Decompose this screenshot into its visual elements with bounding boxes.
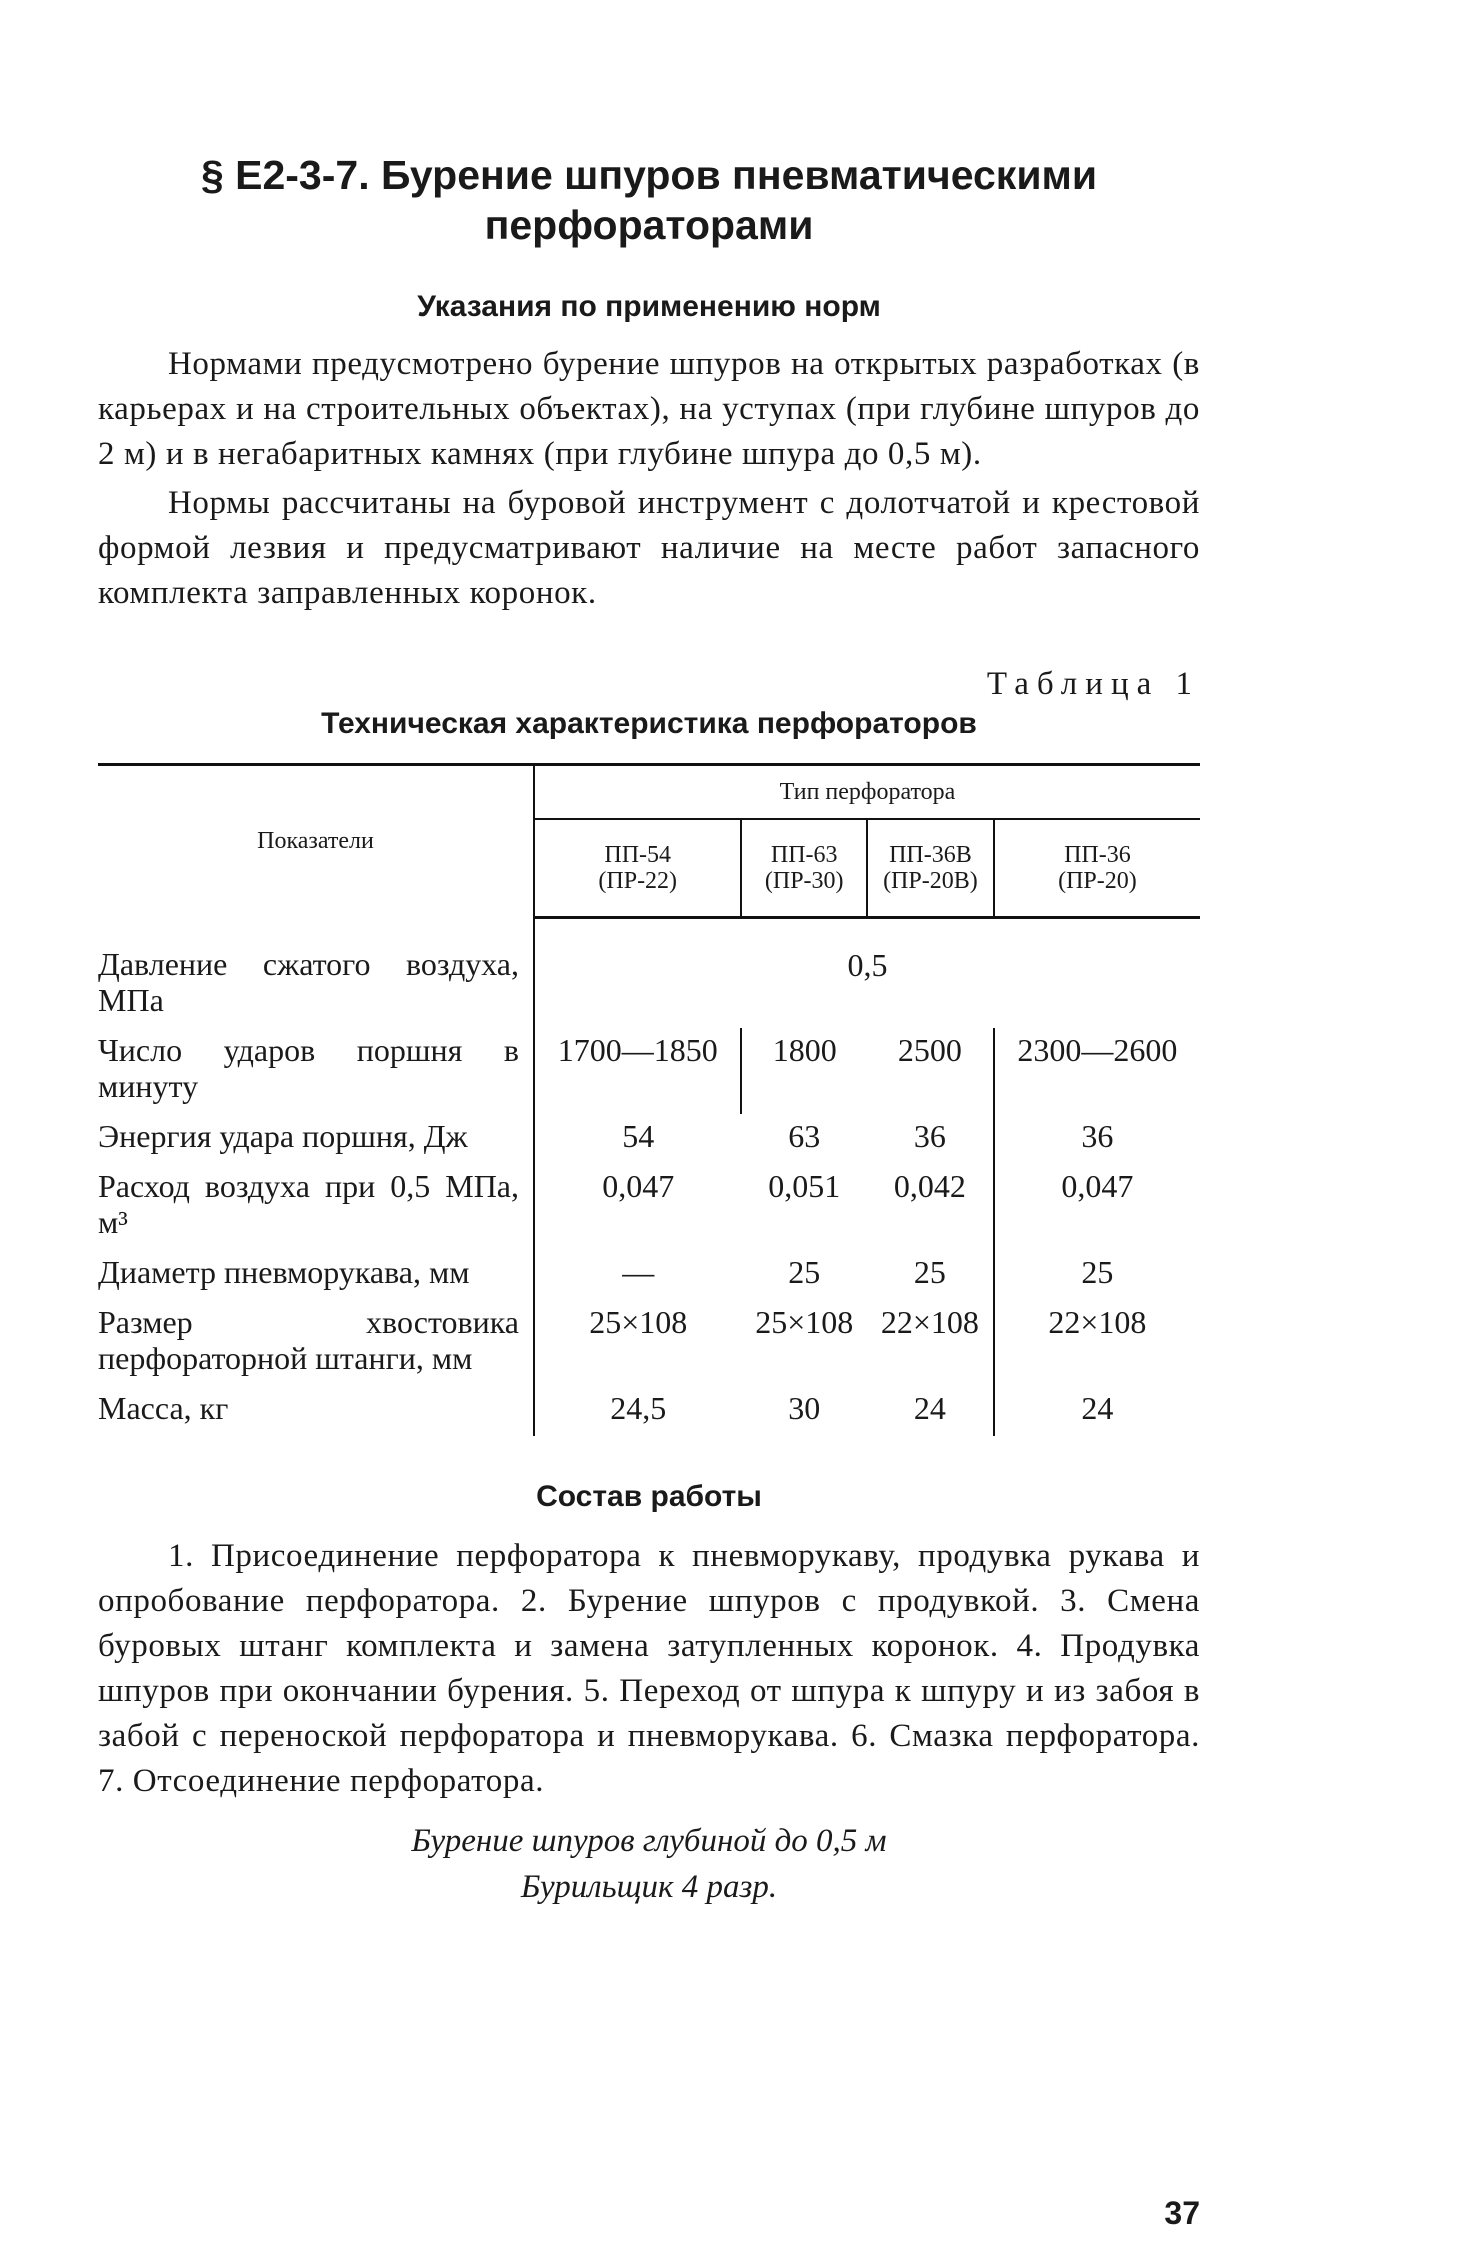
row-label: Диаметр пневморукава, мм <box>98 1250 534 1300</box>
table-row <box>98 1164 1200 1250</box>
table-row <box>98 1250 1200 1300</box>
cell-value: 0,051 <box>768 1167 841 1204</box>
cell-value: 2300—2600 <box>1017 1031 1178 1068</box>
cell-value: 22×108 <box>867 1300 994 1386</box>
table-row <box>98 918 1200 1028</box>
cell-value: 0,047 <box>602 1167 675 1204</box>
type-header: Тип перфоратора <box>534 765 1200 820</box>
norm-caption-line-2: Бурильщик 4 разр. <box>520 1868 778 1905</box>
norm-caption <box>98 1818 1200 1910</box>
table-title: Техническая характеристика перфораторов <box>321 707 977 740</box>
cell-value: 30 <box>788 1389 821 1426</box>
work-text: 1. Присоединение перфоратора к пневморукаву, продувка рукава и опробование перфоратора. 2. Бурение шпуров с продувкой. 3. Смена буровых штанг комплекта и замена затупленных коронок. 4. Продувка шпуров при окончании бурения. 5. Переход от шпура к шпуру и из забоя в забой с переноской перфоратора и пневморукава. 6. Смазка перфоратора. 7. Отсоединение перфоратора. <box>98 1537 1200 1799</box>
merged-value: 0,5 <box>847 947 888 983</box>
instructions-heading: Указания по применению норм <box>417 290 881 323</box>
cell-value: 0,047 <box>1061 1167 1134 1204</box>
page-content <box>98 150 1200 1910</box>
cell-value: 63 <box>788 1117 821 1154</box>
cell-value: 24,5 <box>610 1389 667 1426</box>
row-label: Давление сжатого воздуха, МПа <box>98 918 534 1028</box>
row-label: Размер хвостовика перфораторной штанги, мм <box>98 1300 534 1386</box>
row-label: Расход воздуха при 0,5 МПа, м³ <box>98 1164 534 1250</box>
cell-value: — <box>622 1253 655 1290</box>
cell-value: 25×108 <box>755 1303 854 1340</box>
table-row <box>98 1300 1200 1386</box>
cell-value: 36 <box>1081 1117 1114 1154</box>
model-header: ПП-36В (ПР-20В) <box>867 819 994 918</box>
cell-value: 22×108 <box>1048 1303 1147 1340</box>
spec-table <box>98 763 1200 1436</box>
page-number: 37 <box>1164 2195 1200 2231</box>
title-line-2: перфораторами <box>484 202 814 248</box>
cell-value: 0,042 <box>867 1164 994 1250</box>
indicator-header: Показатели <box>98 765 534 918</box>
cell-value: 36 <box>867 1114 994 1164</box>
cell-value: 2500 <box>867 1028 994 1114</box>
row-label: Число ударов поршня в минуту <box>98 1028 534 1114</box>
model-header: ПП-63 (ПР-30) <box>741 819 867 918</box>
cell-value: 1800 <box>772 1031 837 1068</box>
cell-value: 25 <box>788 1253 821 1290</box>
cell-value: 24 <box>1081 1389 1114 1426</box>
table-caption: Таблица 1 <box>986 666 1200 702</box>
cell-value: 25×108 <box>589 1303 688 1340</box>
row-label: Энергия удара поршня, Дж <box>98 1114 534 1164</box>
table-row <box>98 1114 1200 1164</box>
paragraph-1: Нормами предусмотрено бурение шпуров на открытых разработках (в карьерах и на строительных объектах), на уступах (при глубине шпуров до 2 м) и в негабаритных камнях (при глубине шпура до 0,5 м). <box>98 346 1200 472</box>
table-row <box>98 1386 1200 1436</box>
work-heading: Состав работы <box>536 1479 762 1513</box>
cell-value: 54 <box>622 1117 655 1154</box>
title-line-1: § Е2-3-7. Бурение шпуров пневматическими <box>200 152 1098 198</box>
model-header: ПП-36 (ПР-20) <box>994 819 1200 918</box>
cell-value: 25 <box>1081 1253 1114 1290</box>
table-row <box>98 1028 1200 1114</box>
model-header: ПП-54 (ПР-22) <box>534 819 741 918</box>
cell-value: 24 <box>867 1386 994 1436</box>
norm-caption-line-1: Бурение шпуров глубиной до 0,5 м <box>411 1822 887 1859</box>
page-title <box>98 150 1200 250</box>
row-label: Масса, кг <box>98 1386 534 1436</box>
paragraph-2: Нормы рассчитаны на буровой инструмент с долотчатой и крестовой формой лезвия и предусматривают наличие на месте работ запасного комплекта заправленных коронок. <box>98 485 1200 611</box>
cell-value: 1700—1850 <box>534 1028 741 1114</box>
cell-value: 25 <box>867 1250 994 1300</box>
